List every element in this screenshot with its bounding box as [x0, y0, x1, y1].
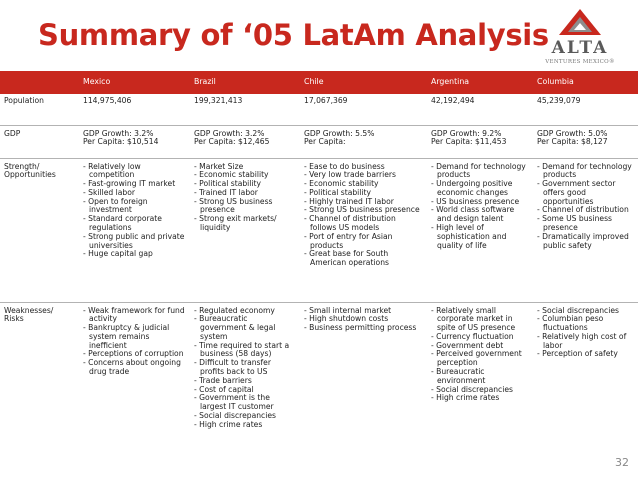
- list-item: - Perceived government perception: [431, 350, 529, 368]
- list-item: - Political stability: [194, 180, 296, 189]
- list-item: - Perceptions of corruption: [83, 350, 186, 359]
- list-item: - Port of entry for Asian products: [304, 233, 423, 251]
- list-item: - Difficult to transfer profits back to US: [194, 359, 296, 377]
- list-item: - Very low trade barriers: [304, 171, 423, 180]
- cell-line: Per Capita: $11,453: [431, 137, 507, 147]
- cell-line: 17,067,369: [304, 96, 348, 105]
- list-item: - High shutdown costs: [304, 315, 423, 324]
- list-item: - Ease to do business: [304, 163, 423, 172]
- list-item: - Great base for South American operations: [304, 250, 423, 268]
- row-label: GDP: [0, 125, 79, 158]
- list-item: - Some US business presence: [537, 215, 634, 233]
- analysis-table-container: [0, 71, 638, 453]
- cell-argentina: [427, 158, 533, 302]
- list-item: - Business permitting process: [304, 324, 423, 333]
- cell-chile: [300, 158, 427, 302]
- list-item: - Huge capital gap: [83, 250, 186, 259]
- list-item: - US business presence: [431, 198, 529, 207]
- list-item: - Bankruptcy & judicial system remains inefficient: [83, 324, 186, 350]
- cell-line: 45,239,079: [537, 96, 581, 105]
- cell-columbia: [533, 125, 638, 158]
- list-item: - Dramatically improved public safety: [537, 233, 634, 251]
- cell-mexico: [79, 158, 190, 302]
- list-item: - Columbian peso fluctuations: [537, 315, 634, 333]
- list-item: - Small internal market: [304, 307, 423, 316]
- bullet-list: [194, 307, 296, 430]
- list-item: - High crime rates: [431, 394, 529, 403]
- list-item: - Government debt: [431, 342, 529, 351]
- cell-line: Per Capita: $8,127: [537, 137, 608, 147]
- cell-brazil: [190, 125, 300, 158]
- bullet-list: [83, 307, 186, 377]
- table-body: [0, 94, 638, 453]
- list-item: - Channel of distribution follows US models: [304, 215, 423, 233]
- table-row-gdp: [0, 125, 638, 158]
- list-item: - Strong public and private universities: [83, 233, 186, 251]
- table-row-strengths-opportunities: [0, 158, 638, 302]
- column-header-argentina: Argentina: [427, 71, 533, 94]
- row-label: Weaknesses/ Risks: [4, 305, 54, 324]
- list-item: - Perception of safety: [537, 350, 634, 359]
- list-item: - Relatively low competition: [83, 163, 186, 181]
- list-item: - Strong exit markets/ liquidity: [194, 215, 296, 233]
- bullet-list: [431, 307, 529, 404]
- list-item: - Cost of capital: [194, 386, 296, 395]
- cell-columbia: [533, 158, 638, 302]
- column-header-chile: Chile: [300, 71, 427, 94]
- list-item: - Weak framework for fund activity: [83, 307, 186, 325]
- cell-line: Per Capita:: [304, 137, 346, 147]
- list-item: - Concerns about ongoing drug trade: [83, 359, 186, 377]
- list-item: - Channel of distribution: [537, 206, 634, 215]
- list-item: - Highly trained IT labor: [304, 198, 423, 207]
- list-item: - Political stability: [304, 189, 423, 198]
- list-item: - World class software and design talent: [431, 206, 529, 224]
- list-item: - Strong US business presence: [304, 206, 423, 215]
- list-item: - Social discrepancies: [194, 412, 296, 421]
- cell-brazil: [190, 302, 300, 453]
- list-item: - Economic stability: [194, 171, 296, 180]
- slide-title: Summary of ‘05 LatAm Analysis: [38, 18, 549, 52]
- cell-line: Per Capita: $12,465: [194, 137, 270, 147]
- cell-chile: [300, 125, 427, 158]
- list-item: - Demand for technology products: [431, 163, 529, 181]
- list-item: - High crime rates: [194, 421, 296, 430]
- column-header-mexico: Mexico: [79, 71, 190, 94]
- list-item: - Trade barriers: [194, 377, 296, 386]
- cell-line: GDP Growth: 3.2%: [194, 128, 265, 138]
- cell-chile: [300, 302, 427, 453]
- list-item: - Strong US business presence: [194, 198, 296, 216]
- list-item: - Market Size: [194, 163, 296, 172]
- cell-line: 114,975,406: [83, 96, 132, 105]
- cell-line: GDP Growth: 3.2%: [83, 128, 154, 138]
- bullet-list: [304, 163, 423, 269]
- mountain-triangle-icon: [558, 8, 602, 36]
- list-item: - Trained IT labor: [194, 189, 296, 198]
- cell-columbia: [533, 302, 638, 453]
- bullet-list: [537, 307, 634, 360]
- list-item: - Bureaucratic environment: [431, 368, 529, 386]
- cell-line: GDP Growth: 5.5%: [304, 128, 375, 138]
- cell-line: Per Capita: $10,514: [83, 137, 159, 147]
- logo-subtitle: VENTURES MEXICO®: [545, 59, 615, 65]
- table-row-weaknesses-risks: [0, 302, 638, 453]
- list-item: - Bureaucratic government & legal system: [194, 315, 296, 341]
- column-header-brazil: Brazil: [190, 71, 300, 94]
- column-header-columbia: Columbia: [533, 71, 638, 94]
- cell-brazil: [190, 94, 300, 125]
- list-item: - Demand for technology products: [537, 163, 634, 181]
- list-item: - Government sector offers good opportunities: [537, 180, 634, 206]
- table-header-row: [0, 71, 638, 94]
- row-label: Population: [0, 94, 79, 125]
- cell-mexico: [79, 125, 190, 158]
- list-item: - Social discrepancies: [537, 307, 634, 316]
- list-item: - Skilled labor: [83, 189, 186, 198]
- list-item: - Fast-growing IT market: [83, 180, 186, 189]
- cell-line: GDP Growth: 9.2%: [431, 128, 502, 138]
- list-item: - Social discrepancies: [431, 386, 529, 395]
- column-header-blank: [0, 71, 79, 94]
- bullet-list: [194, 163, 296, 233]
- list-item: - Economic stability: [304, 180, 423, 189]
- cell-line: 199,321,413: [194, 96, 243, 105]
- list-item: - Relatively small corporate market in spite of US presence: [431, 307, 529, 333]
- logo-wordmark: ALTA: [551, 38, 609, 58]
- bullet-list: [537, 163, 634, 251]
- cell-mexico: [79, 94, 190, 125]
- list-item: - Relatively high cost of labor: [537, 333, 634, 351]
- cell-chile: [300, 94, 427, 125]
- bullet-list: [304, 307, 423, 333]
- page-number: 32: [615, 456, 629, 469]
- row-label: Strength/ Opportunities: [0, 158, 79, 302]
- alta-logo: [536, 8, 624, 68]
- table-row-population: [0, 94, 638, 125]
- cell-mexico: [79, 302, 190, 453]
- list-item: - Currency fluctuation: [431, 333, 529, 342]
- cell-argentina: [427, 125, 533, 158]
- list-item: - Undergoing positive economic changes: [431, 180, 529, 198]
- cell-argentina: [427, 94, 533, 125]
- cell-line: 42,192,494: [431, 96, 475, 105]
- list-item: - Government is the largest IT customer: [194, 394, 296, 412]
- list-item: - Time required to start a business (58 days): [194, 342, 296, 360]
- analysis-table: [0, 71, 638, 453]
- cell-brazil: [190, 158, 300, 302]
- list-item: - High level of sophistication and quality of life: [431, 224, 529, 250]
- bullet-list: [83, 163, 186, 260]
- list-item: - Regulated economy: [194, 307, 296, 316]
- cell-columbia: [533, 94, 638, 125]
- cell-argentina: [427, 302, 533, 453]
- list-item: - Open to foreign investment: [83, 198, 186, 216]
- bullet-list: [431, 163, 529, 251]
- list-item: - Standard corporate regulations: [83, 215, 186, 233]
- cell-line: GDP Growth: 5.0%: [537, 128, 608, 138]
